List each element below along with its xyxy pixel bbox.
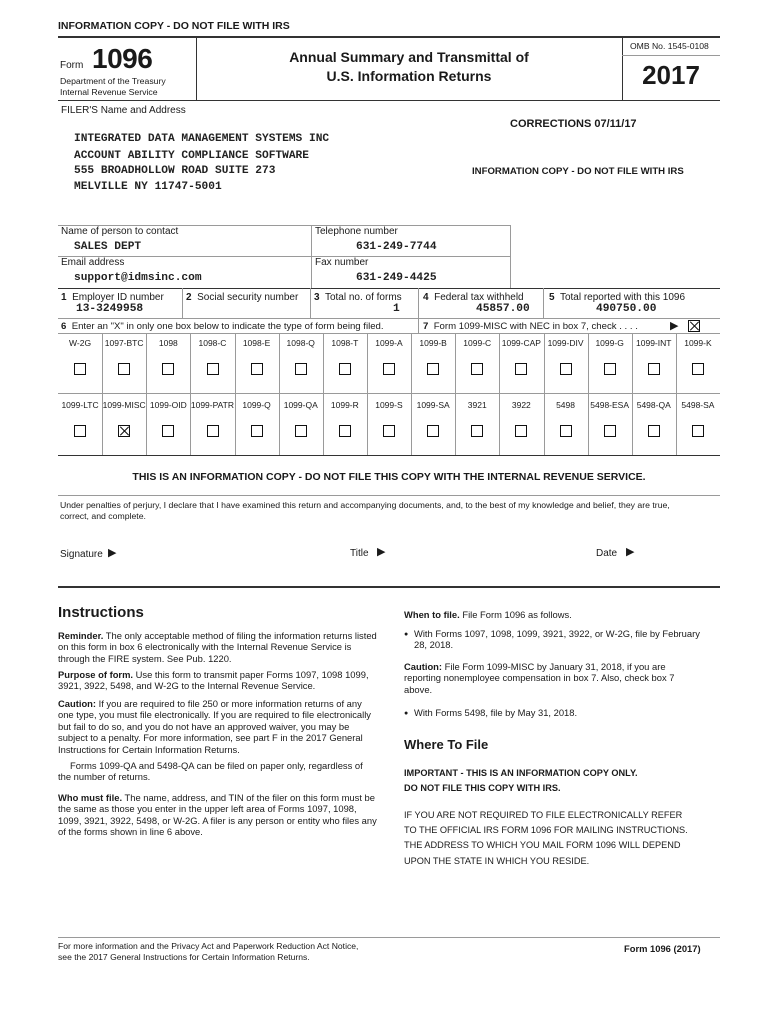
form-type-checkbox-5498[interactable]	[560, 425, 572, 437]
important-line-2: DO NOT FILE THIS COPY WITH IRS.	[404, 783, 561, 793]
form-type-checkbox-1099-cap[interactable]	[515, 363, 527, 375]
filer-line-1: INTEGRATED DATA MANAGEMENT SYSTEMS INC	[74, 133, 330, 145]
paper-forms-paragraph: Forms 1099-QA and 5498-QA can be filed on paper only, regardless of the number of returns.	[58, 760, 363, 783]
grid-bottom-rule	[58, 455, 720, 456]
box-6-instruction: 6 Enter an "X" in only one box below to indicate the type of form being filed.	[61, 321, 384, 332]
form-type-checkbox-1098-e[interactable]	[251, 363, 263, 375]
box-7-instruction: 7 Form 1099-MISC with NEC in box 7, check . . . .	[423, 321, 638, 332]
form-type-label: 1099-C	[463, 338, 492, 348]
form-word: Form	[60, 60, 84, 71]
line-6-rule	[58, 333, 720, 334]
form-type-checkbox-3922[interactable]	[515, 425, 527, 437]
where-to-file-heading: Where To File	[404, 737, 489, 752]
form-type-label: 1099-PATR	[190, 400, 235, 410]
form-type-checkbox-w-2g[interactable]	[74, 363, 86, 375]
form-type-label: 5498-ESA	[590, 400, 630, 410]
form-type-checkbox-1099-g[interactable]	[604, 363, 616, 375]
form-type-label: 1098-E	[242, 338, 271, 348]
department-line-1: Department of the Treasury	[60, 76, 166, 86]
grid-column-divider	[588, 333, 589, 455]
form-type-checkbox-1099-misc[interactable]	[118, 425, 130, 437]
caution-1099-misc-paragraph: Caution: File Form 1099-MISC by January 31, 2018, if you are reporting nonemployee compensation in box 7. Also, check box 7 above.	[404, 661, 675, 695]
fax-value: 631-249-4425	[356, 272, 437, 284]
form-type-checkbox-1099-patr[interactable]	[207, 425, 219, 437]
form-type-checkbox-1099-qa[interactable]	[295, 425, 307, 437]
form-type-label: 1099-DIV	[547, 338, 584, 348]
form-type-checkbox-1099-b[interactable]	[427, 363, 439, 375]
form-type-checkbox-1099-r[interactable]	[339, 425, 351, 437]
box-5-label: 5 Total reported with this 1096	[549, 292, 686, 303]
form-type-label: 1098-C	[198, 338, 227, 348]
box-1-label: 1 Employer ID number	[61, 292, 164, 303]
signature-label: Signature	[60, 549, 103, 560]
form-number: 1096	[92, 43, 153, 74]
boxes-top-rule	[58, 288, 720, 289]
top-banner: INFORMATION COPY - DO NOT FILE WITH IRS	[58, 20, 290, 32]
date-arrow-icon: ▶	[626, 546, 635, 558]
filer-line-2: ACCOUNT ABILITY COMPLIANCE SOFTWARE	[74, 150, 309, 162]
form-type-label: W-2G	[69, 338, 92, 348]
form-type-label: 1099-K	[684, 338, 712, 348]
filer-right-border	[510, 225, 511, 288]
footer-rule	[58, 937, 720, 938]
form-type-label: 1099-SA	[416, 400, 450, 410]
grid-row-rule	[58, 393, 720, 394]
grid-column-divider	[499, 333, 500, 455]
title-arrow-icon: ▶	[377, 546, 386, 558]
form-type-checkbox-1099-k[interactable]	[692, 363, 704, 375]
department-line-2: Internal Revenue Service	[60, 87, 158, 97]
bullet-icon: ●	[404, 710, 409, 717]
reminder-paragraph: Reminder. The only acceptable method of filing the information returns listed on this form in box 6 electronically with the Internal Revenue Service is through the FIRE system. See Pub. 1220.	[58, 630, 377, 664]
form-title-line-2: U.S. Information Returns	[326, 68, 492, 84]
info-copy-notice: INFORMATION COPY - DO NOT FILE WITH IRS	[472, 166, 684, 177]
title-label: Title	[350, 548, 369, 559]
fax-label: Fax number	[315, 257, 369, 268]
form-type-checkbox-1097-btc[interactable]	[118, 363, 130, 375]
omb-number: OMB No. 1545-0108	[630, 41, 709, 51]
contact-name-value: SALES DEPT	[74, 241, 142, 253]
important-line-1: IMPORTANT - THIS IS AN INFORMATION COPY ONLY.	[404, 768, 638, 778]
form-type-label: 1098-T	[331, 338, 359, 348]
instructions-heading: Instructions	[58, 604, 144, 621]
form-title-line-1: Annual Summary and Transmittal of	[289, 49, 529, 65]
form-type-checkbox-1099-oid[interactable]	[162, 425, 174, 437]
phone-label: Telephone number	[315, 226, 398, 237]
form-type-label: 1099-S	[375, 400, 403, 410]
form-type-label: 1099-MISC	[102, 400, 146, 410]
omb-rule	[622, 55, 720, 56]
form-type-label: 3922	[511, 400, 531, 410]
grid-column-divider	[676, 333, 677, 455]
form-type-label: 1099-B	[419, 338, 447, 348]
grid-column-divider	[367, 333, 368, 455]
signature-arrow-icon: ▶	[108, 547, 117, 559]
form-type-checkbox-1099-sa[interactable]	[427, 425, 439, 437]
grid-column-divider	[190, 333, 191, 455]
total-forms-value: 1	[393, 303, 400, 315]
grid-column-divider	[544, 333, 545, 455]
information-copy-banner: THIS IS AN INFORMATION COPY - DO NOT FILE THIS COPY WITH THE INTERNAL REVENUE SERVICE.	[132, 471, 646, 483]
form-type-label: 5498-QA	[636, 400, 671, 410]
grid-column-divider	[102, 333, 103, 455]
bullet-icon: ●	[404, 631, 409, 638]
form-type-label: 5498-SA	[681, 400, 715, 410]
form-type-checkbox-3921[interactable]	[471, 425, 483, 437]
email-value: support@idmsinc.com	[74, 272, 202, 284]
when-to-file-paragraph: When to file. File Form 1096 as follows.	[404, 609, 572, 620]
box-7-arrow-icon: ▶	[670, 320, 679, 332]
form-type-checkbox-1099-q[interactable]	[251, 425, 263, 437]
header-bottom-rule	[58, 100, 720, 101]
bullet-forms-5498: With Forms 5498, file by May 31, 2018.	[414, 707, 578, 718]
box-2-label: 2 Social security number	[186, 292, 299, 303]
form-type-checkbox-5498-sa[interactable]	[692, 425, 704, 437]
grid-column-divider	[235, 333, 236, 455]
signature-bottom-rule	[58, 586, 720, 588]
box-3-divider	[418, 288, 419, 333]
box-7-checkbox[interactable]	[688, 320, 700, 332]
form-type-checkbox-5498-esa[interactable]	[604, 425, 616, 437]
form-type-label: 1099-INT	[636, 338, 672, 348]
form-type-label: 1099-LTC	[61, 400, 99, 410]
form-type-label: 1099-QA	[283, 400, 318, 410]
form-type-checkbox-1098-q[interactable]	[295, 363, 307, 375]
form-type-label: 1099-A	[375, 338, 403, 348]
grid-column-divider	[632, 333, 633, 455]
footer-form-id: Form 1096 (2017)	[624, 943, 701, 954]
footer-notice-line-2: see the 2017 General Instructions for Certain Information Returns.	[58, 952, 310, 962]
who-must-file-paragraph: Who must file. The name, address, and TIN of the filer on this form must be the same as those you enter in the upper left area of Forms 1097, 1098, 1099, 3921, 3922, 5498, or W-2G. A filer is any person or entity who files any of the forms shown in line 6 above.	[58, 792, 377, 838]
form-type-label: 1097-BTC	[104, 338, 144, 348]
form-type-checkbox-1099-int[interactable]	[648, 363, 660, 375]
tax-year: 2017	[642, 60, 700, 90]
grid-column-divider	[411, 333, 412, 455]
grid-column-divider	[279, 333, 280, 455]
filer-line-4: MELVILLE NY 11747-5001	[74, 181, 222, 193]
grid-column-divider	[455, 333, 456, 455]
date-label: Date	[596, 548, 618, 559]
bullet-forms-1097: With Forms 1097, 1098, 1099, 3921, 3922, or W-2G, file by February 28, 2018.	[414, 628, 700, 651]
form-type-label: 1098-Q	[286, 338, 315, 348]
form-type-checkbox-1099-s[interactable]	[383, 425, 395, 437]
header-top-rule	[58, 36, 720, 38]
purpose-paragraph: Purpose of form. Use this form to transmit paper Forms 1097, 1098 1099, 3921, 3922, 5498, and W-2G to the Internal Revenue Service.	[58, 669, 369, 692]
form-type-checkbox-5498-qa[interactable]	[648, 425, 660, 437]
caution-paragraph: Caution: If you are required to file 250 or more information returns of any one type, you must file electronically. If you are required to file electronically but fail to do so, and you do not have an approved waiver, you may be subject to a penalty. For more information, see part F in the 2017 General Instructions for Certain Information Returns.	[58, 698, 371, 755]
employer-id-value: 13-3249958	[76, 303, 144, 315]
filer-line-3: 555 BROADHOLLOW ROAD SUITE 273	[74, 165, 276, 177]
form-type-label: 3921	[467, 400, 487, 410]
form-type-checkbox-1099-ltc[interactable]	[74, 425, 86, 437]
form-type-label: 1098	[158, 338, 178, 348]
form-type-checkbox-1098[interactable]	[162, 363, 174, 375]
contact-name-label: Name of person to contact	[61, 226, 179, 237]
form-type-checkbox-1099-c[interactable]	[471, 363, 483, 375]
form-type-checkbox-1099-a[interactable]	[383, 363, 395, 375]
form-type-checkbox-1098-t[interactable]	[339, 363, 351, 375]
boxes-mid-rule	[58, 318, 720, 319]
box-1-divider	[182, 288, 183, 318]
form-type-label: 1099-Q	[242, 400, 271, 410]
not-required-paragraph: IF YOU ARE NOT REQUIRED TO FILE ELECTRONICALLY REFER TO THE OFFICIAL IRS FORM 1096 FOR MAILING INSTRUCTIONS. THE ADDRESS TO WHICH YOU MAIL FORM 1096 WILL DEPEND UPON THE STATE IN WHICH YOU RESIDE.	[404, 810, 688, 866]
perjury-top-rule	[58, 495, 720, 496]
phone-value: 631-249-7744	[356, 241, 437, 253]
grid-column-divider	[323, 333, 324, 455]
form-type-label: 1099-R	[330, 400, 359, 410]
perjury-statement: Under penalties of perjury, I declare that I have examined this return and accompanying documents, and, to the best of my knowledge and belief, they are true, correct, and complete.	[60, 500, 670, 521]
footer-notice-line-1: For more information and the Privacy Act and Paperwork Reduction Act Notice,	[58, 941, 359, 951]
filer-label: FILER'S Name and Address	[61, 105, 186, 116]
form-type-checkbox-1098-c[interactable]	[207, 363, 219, 375]
box-2-divider	[310, 288, 311, 318]
form-type-label: 1099-CAP	[501, 338, 541, 348]
form-type-checkbox-1099-div[interactable]	[560, 363, 572, 375]
box-4-label: 4 Federal tax withheld	[423, 292, 524, 303]
corrections-date: CORRECTIONS 07/11/17	[510, 118, 637, 130]
email-label: Email address	[61, 257, 125, 268]
federal-tax-withheld-value: 45857.00	[476, 303, 530, 315]
total-reported-value: 490750.00	[596, 303, 657, 315]
grid-column-divider	[146, 333, 147, 455]
contact-mid-rule	[58, 256, 510, 257]
form-type-label: 1099-G	[595, 338, 624, 348]
box-3-label: 3 Total no. of forms	[314, 292, 402, 303]
box-4-divider	[543, 288, 544, 318]
form-type-label: 1099-OID	[149, 400, 187, 410]
form-type-label: 5498	[556, 400, 575, 410]
